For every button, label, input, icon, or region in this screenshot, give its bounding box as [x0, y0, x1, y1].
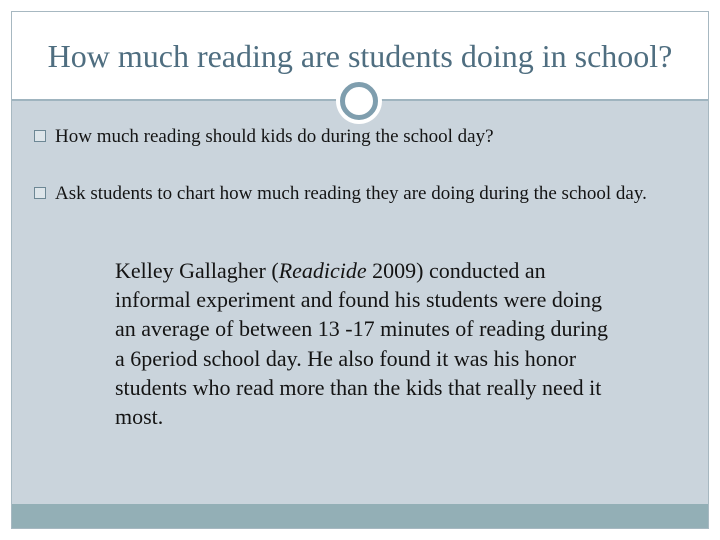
bullet-text: Ask students to chart how much reading they are doing during the school day. [55, 183, 647, 204]
quote-text-start: Kelley Gallagher ( [115, 258, 279, 283]
slide [11, 11, 709, 529]
quote-paragraph [115, 256, 615, 431]
bullet-item [34, 182, 674, 206]
content-area [12, 101, 708, 504]
square-bullet-icon [34, 187, 46, 199]
bullet-item [34, 125, 674, 149]
quote-text-rest: 2009) conducted an informal experiment and found his students were doing an average of between 13 -17 minutes of reading during a 6period school day. He also found it was his honor students who read more than the kids that really need it most. [115, 258, 608, 430]
bottom-band [12, 504, 708, 528]
slide-title: How much reading are students doing in school? [47, 38, 673, 74]
bullet-text: How much reading should kids do during the school day? [55, 126, 494, 147]
square-bullet-icon [34, 130, 46, 142]
circle-ornament-icon [340, 82, 378, 120]
book-title: Readicide [278, 258, 367, 283]
